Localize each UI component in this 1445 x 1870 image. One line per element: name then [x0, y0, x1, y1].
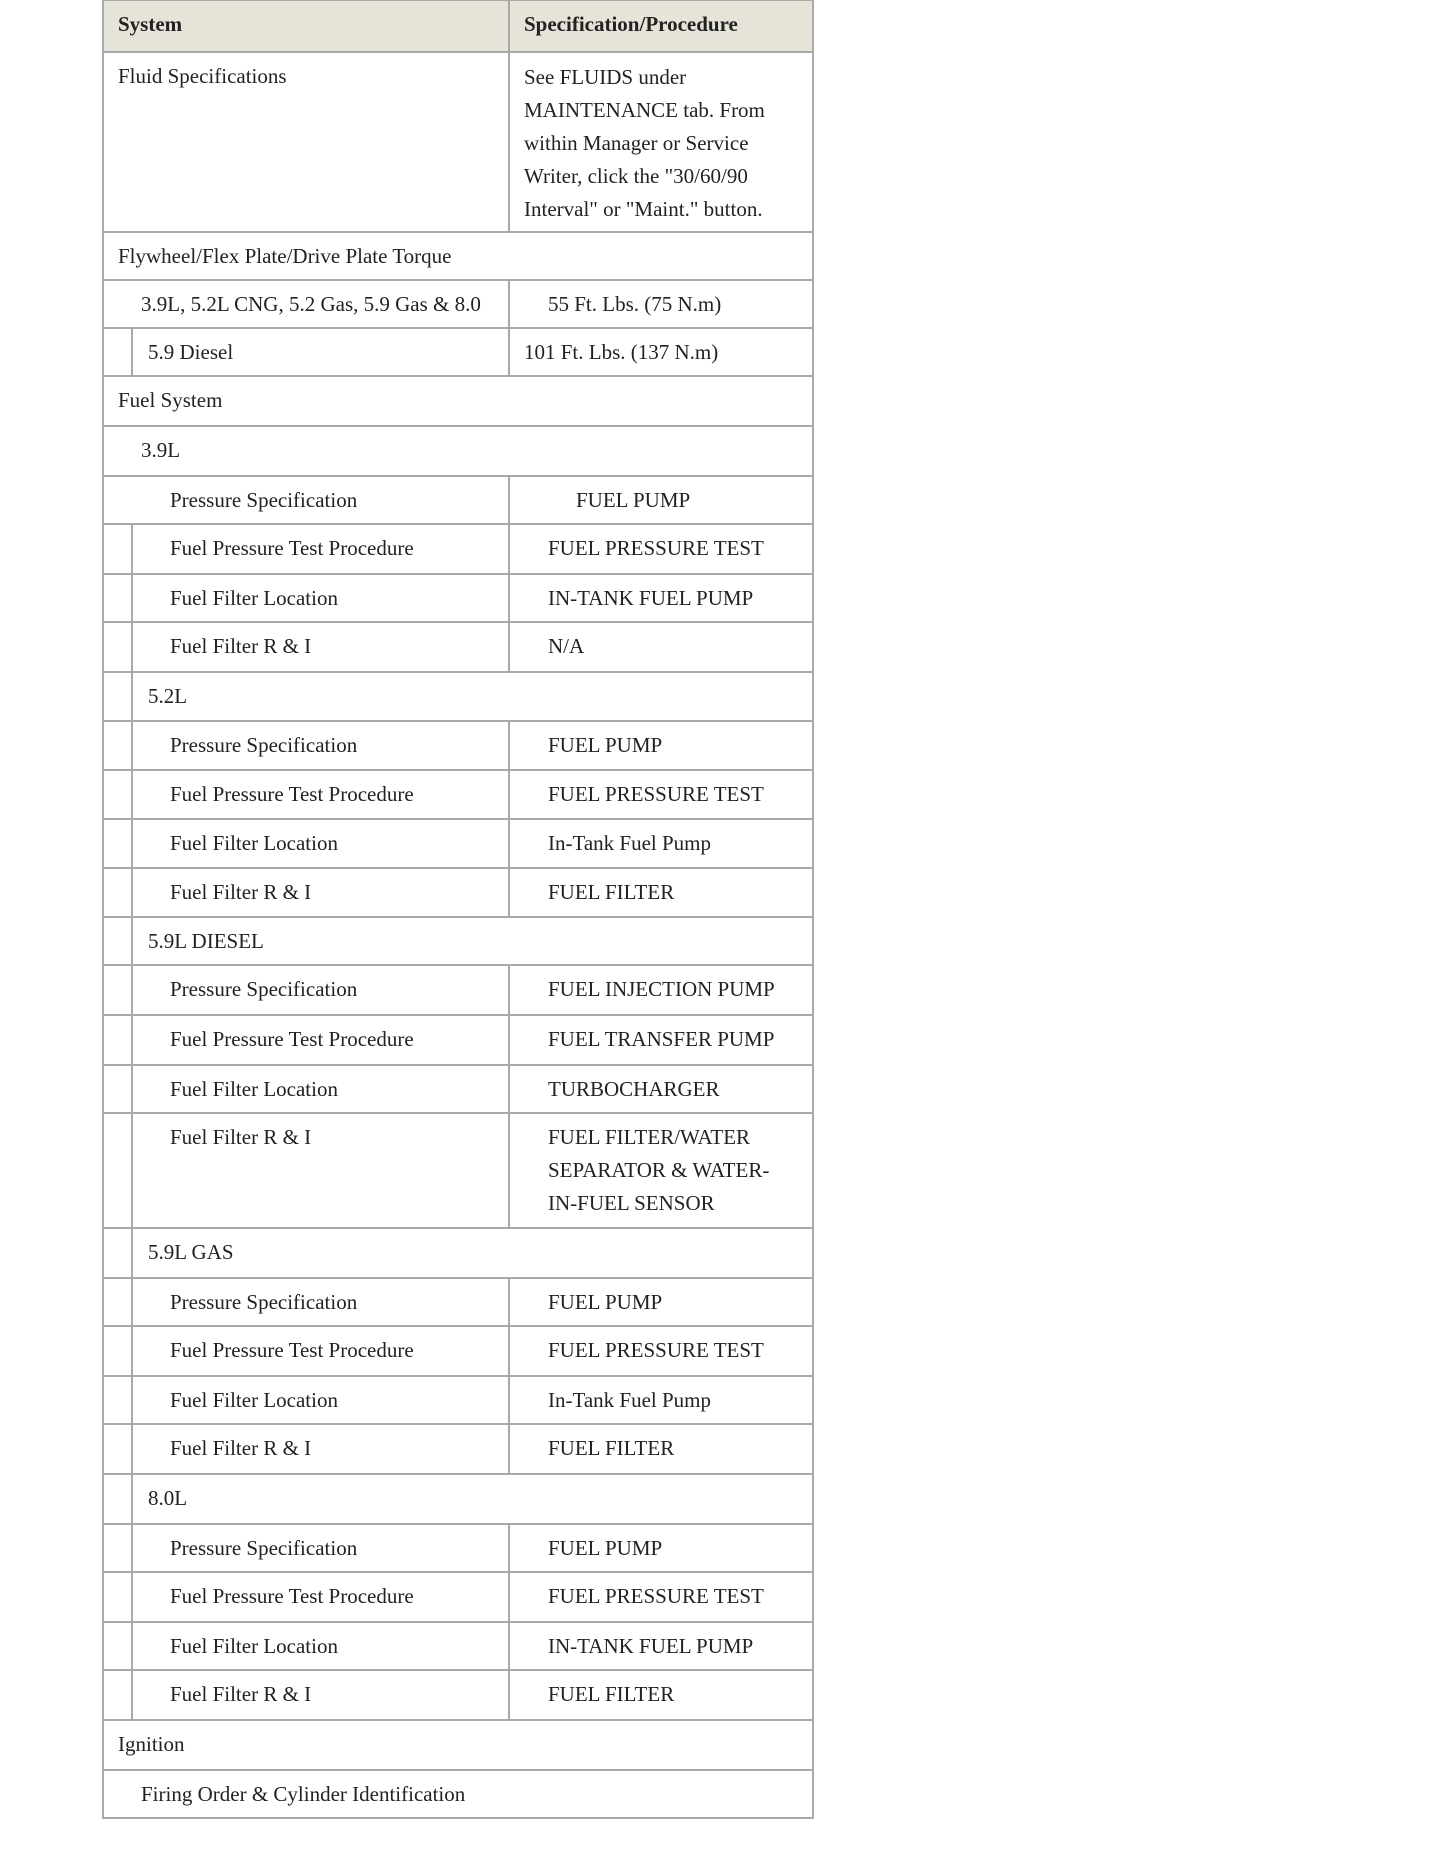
table-row — [104, 573, 812, 621]
indent-stub — [104, 1114, 133, 1227]
indent-stub — [104, 1279, 133, 1325]
row-value: TURBOCHARGER — [548, 1077, 720, 1101]
engine-row-3-9l — [104, 425, 812, 475]
fluid-value-line: See FLUIDS under — [524, 65, 687, 89]
fluid-value-line: MAINTENANCE tab. From — [524, 98, 765, 122]
indent-stub — [104, 722, 133, 769]
row-label: Fuel Pressure Test Procedure — [133, 1573, 510, 1621]
row-value-line: FUEL FILTER/WATER — [548, 1125, 751, 1149]
indent-stub — [104, 1016, 133, 1064]
row-value: FUEL PUMP — [576, 488, 691, 512]
row-value: FUEL PRESSURE TEST — [548, 782, 764, 806]
row-value: In-Tank Fuel Pump — [548, 1388, 712, 1412]
engine-label: 5.9L DIESEL — [148, 929, 264, 953]
row-value: FUEL PRESSURE TEST — [548, 1584, 764, 1608]
row-value: IN-TANK FUEL PUMP — [548, 1634, 754, 1658]
row-value-line: IN-FUEL SENSOR — [548, 1191, 715, 1215]
section-label: Flywheel/Flex Plate/Drive Plate Torque — [118, 244, 452, 268]
indent-stub — [104, 1425, 133, 1473]
section-label: Ignition — [118, 1732, 185, 1756]
indent-stub — [104, 673, 133, 720]
engine-row-5-9l-gas — [104, 1227, 812, 1277]
indent-stub — [104, 1066, 133, 1112]
table-row — [104, 475, 812, 523]
row-label: Pressure Specification — [133, 966, 510, 1014]
row-label: Fuel Filter Location — [133, 575, 510, 621]
row-value: N/A — [548, 634, 585, 658]
indent-stub — [104, 1525, 133, 1571]
indent-stub — [104, 623, 133, 671]
engine-row-8-0l — [104, 1473, 812, 1523]
table-row-fluid — [104, 51, 812, 231]
row-value: FUEL INJECTION PUMP — [548, 977, 775, 1001]
fluid-value-line: Writer, click the "30/60/90 — [524, 164, 748, 188]
table-row — [104, 523, 812, 573]
section-row-fuel-system — [104, 375, 812, 425]
row-value: FUEL FILTER — [548, 880, 675, 904]
row-label: 5.9 Diesel — [133, 329, 510, 375]
table-row — [104, 279, 812, 327]
engine-label: 3.9L — [141, 438, 181, 462]
indent-stub — [104, 1229, 133, 1277]
table-row — [104, 720, 812, 769]
fluid-value — [510, 53, 812, 231]
indent-stub — [104, 575, 133, 621]
table-row — [104, 1112, 812, 1227]
row-value: FUEL PRESSURE TEST — [548, 1338, 764, 1362]
row-label: Fuel Filter Location — [133, 1623, 510, 1669]
row-value: 55 Ft. Lbs. (75 N.m) — [548, 292, 722, 316]
row-value: FUEL FILTER — [548, 1436, 675, 1460]
table-row — [104, 964, 812, 1014]
spec-table — [102, 0, 814, 1819]
indent-stub — [104, 869, 133, 916]
row-value — [510, 1114, 812, 1227]
row-label: Pressure Specification — [133, 1279, 510, 1325]
table-row — [104, 621, 812, 671]
row-value-line: SEPARATOR & WATER- — [548, 1158, 770, 1182]
engine-label: 5.9L GAS — [148, 1240, 234, 1264]
row-label: Fuel Filter Location — [133, 1066, 510, 1112]
row-label: Pressure Specification — [133, 1525, 510, 1571]
table-row — [104, 818, 812, 867]
indent-stub — [104, 1377, 133, 1423]
indent-stub — [104, 1327, 133, 1375]
row-value: In-Tank Fuel Pump — [548, 831, 712, 855]
table-row — [104, 1064, 812, 1112]
row-label: Pressure Specification — [104, 477, 510, 523]
row-label: Fuel Pressure Test Procedure — [133, 1016, 510, 1064]
engine-label: 5.2L — [148, 684, 188, 708]
table-row — [104, 1277, 812, 1325]
indent-stub — [104, 918, 133, 964]
indent-stub — [104, 1475, 133, 1523]
table-row — [104, 1325, 812, 1375]
indent-stub — [104, 771, 133, 818]
row-value: FUEL FILTER — [548, 1682, 675, 1706]
row-label: Fuel Filter R & I — [133, 1425, 510, 1473]
row-value: FUEL PUMP — [548, 1290, 663, 1314]
row-label: Fuel Pressure Test Procedure — [133, 771, 510, 818]
section-label: Fuel System — [118, 388, 223, 412]
engine-row-5-9l-diesel — [104, 916, 812, 964]
table-row — [104, 1423, 812, 1473]
section-row-ignition — [104, 1719, 812, 1769]
row-value: FUEL PUMP — [548, 1536, 663, 1560]
table-row — [104, 327, 812, 375]
table-row — [104, 1621, 812, 1669]
engine-row-5-2l — [104, 671, 812, 720]
row-value: IN-TANK FUEL PUMP — [548, 586, 754, 610]
row-label: Fuel Pressure Test Procedure — [133, 525, 510, 573]
indent-stub — [104, 1573, 133, 1621]
indent-stub — [104, 820, 133, 867]
indent-stub — [104, 329, 133, 375]
row-label: Fuel Pressure Test Procedure — [133, 1327, 510, 1375]
table-row — [104, 1769, 812, 1817]
row-label: Fuel Filter R & I — [133, 1671, 510, 1719]
header-spec: Specification/Procedure — [524, 12, 738, 36]
table-row — [104, 1669, 812, 1719]
row-value: FUEL PRESSURE TEST — [548, 536, 764, 560]
table-row — [104, 1014, 812, 1064]
indent-stub — [104, 1671, 133, 1719]
indent-stub — [104, 966, 133, 1014]
row-label: Fuel Filter R & I — [133, 1114, 510, 1227]
fluid-label: Fluid Specifications — [104, 53, 510, 231]
row-label: Firing Order & Cylinder Identification — [141, 1782, 466, 1806]
row-label: 3.9L, 5.2L CNG, 5.2 Gas, 5.9 Gas & 8.0 — [104, 281, 510, 327]
table-row — [104, 1375, 812, 1423]
fluid-value-line: within Manager or Service — [524, 131, 749, 155]
engine-label: 8.0L — [148, 1486, 188, 1510]
row-label: Fuel Filter Location — [133, 1377, 510, 1423]
fluid-value-line: Interval" or "Maint." button. — [524, 197, 763, 221]
section-row-flywheel — [104, 231, 812, 279]
indent-stub — [104, 525, 133, 573]
header-system: System — [104, 1, 510, 51]
indent-stub — [104, 1623, 133, 1669]
row-label: Fuel Filter R & I — [133, 869, 510, 916]
table-header-row — [104, 1, 812, 51]
row-label: Pressure Specification — [133, 722, 510, 769]
row-value: FUEL PUMP — [548, 733, 663, 757]
table-row — [104, 1523, 812, 1571]
table-row — [104, 769, 812, 818]
row-label: Fuel Filter R & I — [133, 623, 510, 671]
row-value: 101 Ft. Lbs. (137 N.m) — [524, 340, 719, 364]
table-row — [104, 1571, 812, 1621]
table-row — [104, 867, 812, 916]
row-label: Fuel Filter Location — [133, 820, 510, 867]
row-value: FUEL TRANSFER PUMP — [548, 1027, 775, 1051]
